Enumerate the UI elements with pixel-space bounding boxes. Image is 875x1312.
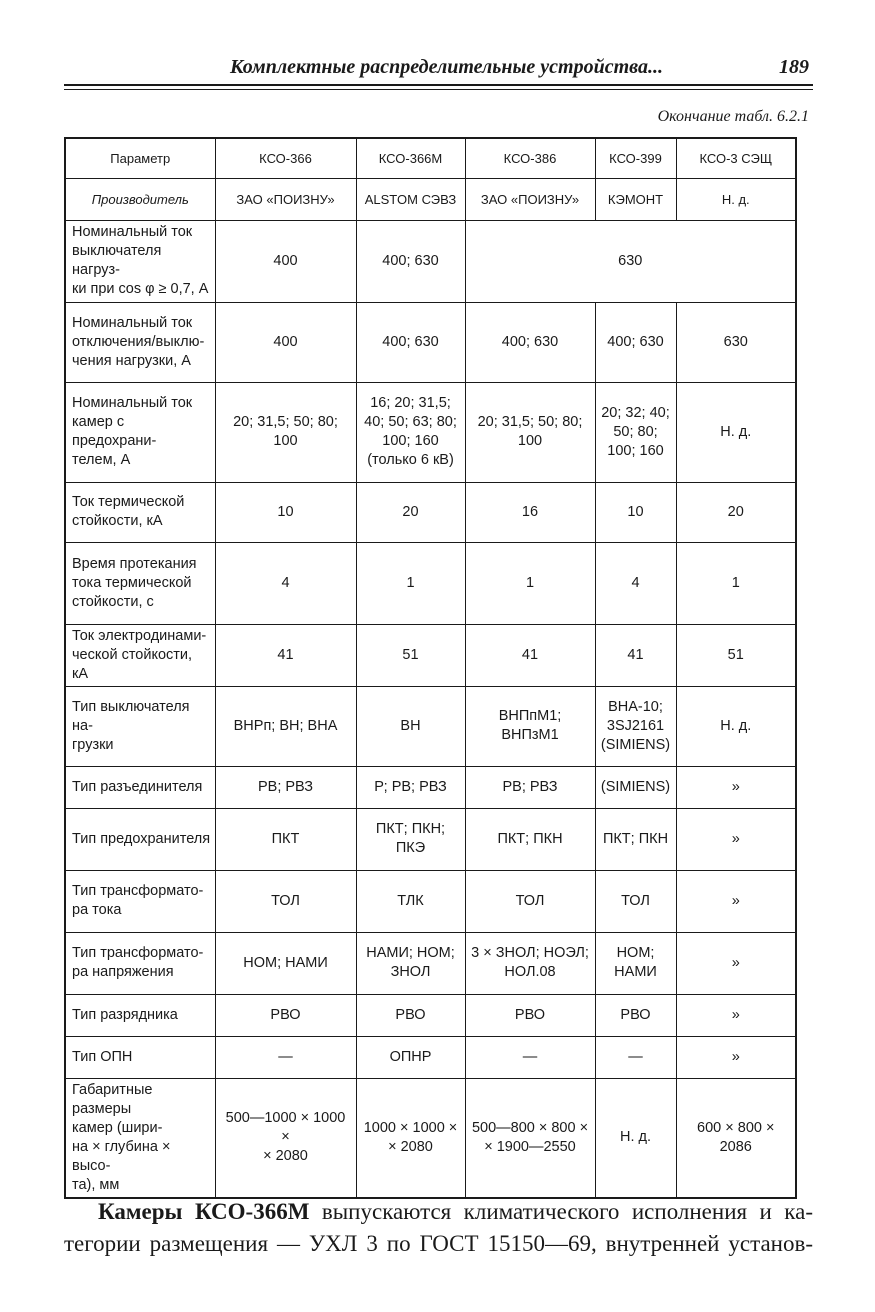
value-cell (465, 686, 595, 766)
parameter-cell (65, 382, 215, 482)
cell-line: чения нагрузки, А (72, 352, 191, 369)
cell-line: 630 (618, 252, 643, 269)
cell-line: » (731, 954, 740, 971)
value-cell (356, 482, 465, 542)
cell-line: Тип ОПН (72, 1048, 133, 1065)
value-cell (595, 624, 676, 686)
value-cell (465, 870, 595, 932)
parameter-cell (65, 870, 215, 932)
cell-line: 500—1000 × 1000 × (225, 1110, 346, 1145)
cell-line: » (731, 1048, 740, 1065)
cell-line: 16 (521, 503, 539, 520)
table-row (65, 766, 796, 808)
table-row (65, 382, 796, 482)
cell-line: РВО (270, 1006, 301, 1023)
value-cell (465, 624, 595, 686)
manufacturer-cell: Н. д. (676, 178, 796, 220)
value-cell (215, 542, 356, 624)
cell-line: РВ; РВЗ (257, 778, 314, 795)
cell-line: камер (шири- (72, 1119, 163, 1136)
cell-line: 3SJ2161 (606, 717, 665, 734)
value-cell (215, 482, 356, 542)
cell-line: ПКТ (271, 830, 300, 847)
parameter-cell (65, 624, 215, 686)
value-cell (356, 1036, 465, 1078)
column-header: КСО-399 (595, 138, 676, 178)
spec-table (64, 137, 797, 1199)
value-cell (676, 302, 796, 382)
parameter-cell (65, 766, 215, 808)
cell-line: » (731, 830, 740, 847)
value-cell (215, 766, 356, 808)
cell-line: 10 (277, 503, 294, 520)
cell-line: ВН (400, 717, 421, 734)
cell-line: 40; 50; 63; 80; (364, 414, 457, 430)
value-cell (215, 302, 356, 382)
cell-line: 100; 160 (382, 433, 439, 449)
page-number: 189 (779, 56, 809, 78)
cell-line: Номинальный ток (72, 224, 193, 240)
cell-line: РВО (395, 1006, 426, 1023)
cell-line: Ток термической (72, 494, 185, 510)
cell-line: 20; 31,5; 50; 80; 100 (233, 414, 338, 449)
value-cell (465, 994, 595, 1036)
cell-line: ВНА-10; (608, 698, 663, 715)
cell-line: ра напряжения (72, 964, 174, 980)
value-cell (356, 624, 465, 686)
value-cell (595, 302, 676, 382)
cell-line: 400; 630 (607, 333, 664, 350)
value-cell (595, 870, 676, 932)
value-cell (676, 1036, 796, 1078)
cell-line: ЗНОЛ (390, 964, 431, 980)
cell-line: стойкости, кА (72, 513, 163, 529)
parameter-cell (65, 686, 215, 766)
value-cell (465, 382, 595, 482)
column-header: КСО-3 СЭЩ (676, 138, 796, 178)
cell-line: грузки (72, 736, 114, 753)
value-cell (595, 808, 676, 870)
cell-line: (SIMIENS) (600, 778, 671, 795)
value-cell (215, 1036, 356, 1078)
cell-line: Тип трансформато- (72, 945, 204, 961)
spec-table-container (64, 137, 797, 1199)
cell-line: ОПНР (389, 1048, 432, 1065)
cell-line: 1 (731, 574, 740, 591)
cell-line: Время протекания (72, 555, 197, 572)
cell-line: 41 (277, 646, 294, 663)
value-cell (465, 1078, 595, 1198)
cell-line: 1 (406, 574, 415, 591)
cell-line: (только 6 кВ) (367, 452, 454, 468)
value-cell (465, 482, 595, 542)
cell-line: ТОЛ (271, 892, 300, 909)
cell-line: 4 (281, 574, 290, 591)
body-paragraph (64, 1196, 813, 1260)
value-cell (595, 766, 676, 808)
manufacturer-cell: ЗАО «ПОИЗНУ» (465, 178, 595, 220)
cell-line: » (731, 778, 740, 795)
value-cell (356, 1078, 465, 1198)
value-cell (215, 1078, 356, 1198)
cell-line: РВО (514, 1006, 546, 1023)
value-cell (595, 932, 676, 994)
cell-line: » (731, 1006, 740, 1023)
column-header: КСО-386 (465, 138, 595, 178)
table-caption: Окончание табл. 6.2.1 (657, 108, 809, 125)
manufacturer-label: Производитель (65, 178, 215, 220)
cell-line: РВО (620, 1006, 651, 1023)
value-cell (676, 870, 796, 932)
value-cell (215, 624, 356, 686)
value-cell (215, 382, 356, 482)
manufacturer-cell: ЗАО «ПОИЗНУ» (215, 178, 356, 220)
cell-line: 400 (273, 252, 298, 269)
value-cell (356, 808, 465, 870)
cell-line: 600 × 800 × 2086 (697, 1119, 775, 1155)
header-rule-thin (64, 89, 813, 90)
paragraph-text: выпускаются климатического исполнения и ка- (309, 1199, 813, 1224)
value-cell (215, 932, 356, 994)
cell-line: Габаритные размеры (72, 1081, 153, 1117)
value-cell (595, 542, 676, 624)
table-header-row (65, 138, 796, 178)
cell-line: ки при cos φ ≥ 0,7, А (72, 281, 209, 297)
value-cell (595, 686, 676, 766)
cell-line: × 2080 (388, 1138, 433, 1155)
page-header (64, 54, 813, 90)
cell-line: ВНПпМ1; (498, 708, 562, 724)
parameter-cell (65, 1036, 215, 1078)
cell-line: Н. д. (619, 1129, 652, 1145)
table-row (65, 482, 796, 542)
table-row (65, 870, 796, 932)
cell-line: Тип выключателя на- (72, 698, 190, 734)
value-cell (356, 382, 465, 482)
value-cell (465, 1036, 595, 1078)
column-header: КСО-366М (356, 138, 465, 178)
value-cell (356, 302, 465, 382)
value-cell (465, 932, 595, 994)
cell-line: НОЛ.08 (504, 964, 556, 980)
cell-line: 20; 32; 40; (601, 404, 670, 421)
cell-line: ра тока (72, 902, 122, 918)
table-row (65, 994, 796, 1036)
cell-line: 400; 630 (382, 333, 439, 350)
value-cell (465, 808, 595, 870)
value-cell (215, 686, 356, 766)
cell-line: 10 (627, 503, 644, 520)
manufacturer-row (65, 178, 796, 220)
table-row (65, 932, 796, 994)
cell-line: Тип трансформато- (72, 883, 204, 899)
column-header: Параметр (65, 138, 215, 178)
parameter-cell (65, 542, 215, 624)
value-cell (356, 766, 465, 808)
header-rule-thick (64, 84, 813, 86)
cell-line: стойкости, с (72, 593, 154, 610)
cell-line: на × глубина × высо- (72, 1138, 171, 1174)
value-cell (595, 994, 676, 1036)
value-cell (676, 1078, 796, 1198)
cell-line: 1 (525, 574, 535, 591)
cell-line: » (731, 892, 740, 909)
parameter-cell (65, 220, 215, 302)
cell-line: ВНПзМ1 (501, 727, 559, 743)
cell-line: НОМ; НАМИ (243, 954, 328, 971)
table-row (65, 542, 796, 624)
cell-line: Тип разрядника (72, 1006, 178, 1023)
value-cell (465, 542, 595, 624)
cell-line: × 1900—2550 (484, 1138, 576, 1155)
cell-line: НАМИ; НОМ; (366, 945, 455, 961)
cell-line: Номинальный ток (72, 395, 193, 411)
cell-line: НАМИ (614, 964, 657, 980)
cell-line: ТЛК (397, 892, 424, 909)
cell-line: — (628, 1048, 643, 1065)
parameter-cell (65, 302, 215, 382)
cell-line: отключения/выклю- (72, 333, 205, 350)
cell-line: 20 (402, 503, 419, 520)
value-cell (676, 624, 796, 686)
table-row (65, 808, 796, 870)
cell-line: 51 (402, 646, 419, 663)
table-row (65, 1078, 796, 1198)
parameter-cell (65, 482, 215, 542)
value-cell (676, 808, 796, 870)
running-title: Комплектные распределительные устройства... (230, 56, 663, 78)
value-cell (676, 542, 796, 624)
cell-line: камер с предохрани- (72, 414, 157, 449)
cell-line: 100; 160 (607, 442, 664, 459)
value-cell (676, 382, 796, 482)
value-cell (676, 686, 796, 766)
cell-line: Тип разъединителя (72, 778, 203, 795)
cell-line: ПКТ; ПКН; (375, 821, 446, 837)
value-cell (356, 686, 465, 766)
cell-line: 50; 80; (613, 423, 658, 440)
cell-line: Н. д. (720, 423, 752, 440)
cell-line: Номинальный ток (72, 314, 193, 331)
value-cell (595, 382, 676, 482)
cell-line: × 2080 (263, 1148, 308, 1164)
value-cell (215, 220, 356, 302)
paragraph-lead: Камеры КСО-366М (98, 1199, 310, 1224)
cell-line: 3 × ЗНОЛ; НОЭЛ; (471, 945, 589, 961)
cell-line: телем, А (72, 452, 131, 468)
value-cell (356, 994, 465, 1036)
cell-line: та), мм (72, 1176, 120, 1193)
cell-line: 100 (517, 433, 543, 449)
value-cell (215, 870, 356, 932)
cell-line: — (278, 1048, 293, 1065)
value-cell (595, 1036, 676, 1078)
table-row (65, 624, 796, 686)
cell-line: 20 (727, 503, 744, 520)
value-cell (465, 766, 595, 808)
cell-line: ТОЛ (621, 892, 650, 909)
cell-line: выключателя нагруз- (72, 243, 162, 278)
cell-line: Н. д. (720, 717, 752, 734)
parameter-cell (65, 1078, 215, 1198)
value-cell (356, 542, 465, 624)
paragraph-line: тегории размещения — УХЛ 3 по ГОСТ 15150—69, внутренней установ- (64, 1231, 813, 1256)
cell-line: 41 (521, 646, 539, 663)
cell-line: 400; 630 (501, 333, 559, 350)
value-cell (676, 482, 796, 542)
paragraph-line (64, 1196, 813, 1228)
cell-line: 51 (727, 646, 744, 663)
cell-line: 41 (627, 646, 644, 663)
cell-line: 400 (273, 333, 298, 350)
table-row (65, 1036, 796, 1078)
table-row (65, 302, 796, 382)
cell-line: Тип предохранителя (72, 830, 211, 847)
cell-line: ПКТ; ПКН (602, 830, 669, 847)
value-cell (215, 808, 356, 870)
cell-line: ПКЭ (395, 840, 426, 856)
value-cell (676, 932, 796, 994)
cell-line: Ток электродинами- (72, 627, 207, 644)
cell-line: 630 (723, 333, 748, 350)
column-header: КСО-366 (215, 138, 356, 178)
value-cell (676, 994, 796, 1036)
value-cell (465, 220, 796, 302)
value-cell (356, 220, 465, 302)
manufacturer-cell: ALSTOM СЭВЗ (356, 178, 465, 220)
parameter-cell (65, 994, 215, 1036)
parameter-cell (65, 808, 215, 870)
cell-line: ческой стойкости, кА (72, 646, 193, 682)
cell-line: НОМ; (616, 945, 655, 961)
cell-line: 16; 20; 31,5; (370, 395, 451, 411)
cell-line: 500—800 × 800 × (471, 1119, 589, 1136)
value-cell (595, 1078, 676, 1198)
manufacturer-cell: КЭМОНТ (595, 178, 676, 220)
cell-line: ПКТ; ПКН (497, 830, 563, 847)
cell-line: (SIMIENS) (600, 736, 671, 753)
value-cell (356, 932, 465, 994)
cell-line: — (522, 1048, 538, 1065)
cell-line: 400; 630 (382, 252, 439, 269)
cell-line: 4 (631, 574, 640, 591)
parameter-cell (65, 932, 215, 994)
value-cell (215, 994, 356, 1036)
cell-line: РВ; РВЗ (502, 778, 558, 795)
cell-line: тока термической (72, 574, 192, 591)
cell-line: Р; РВ; РВЗ (374, 778, 447, 795)
table-row (65, 220, 796, 302)
cell-line: ВНРп; ВН; ВНА (233, 717, 338, 734)
cell-line: ТОЛ (515, 892, 545, 909)
cell-line: 20; 31,5; 50; 80; (477, 414, 583, 430)
table-row (65, 686, 796, 766)
cell-line: 1000 × 1000 × (363, 1119, 458, 1136)
value-cell (676, 766, 796, 808)
value-cell (356, 870, 465, 932)
value-cell (595, 482, 676, 542)
value-cell (465, 302, 595, 382)
